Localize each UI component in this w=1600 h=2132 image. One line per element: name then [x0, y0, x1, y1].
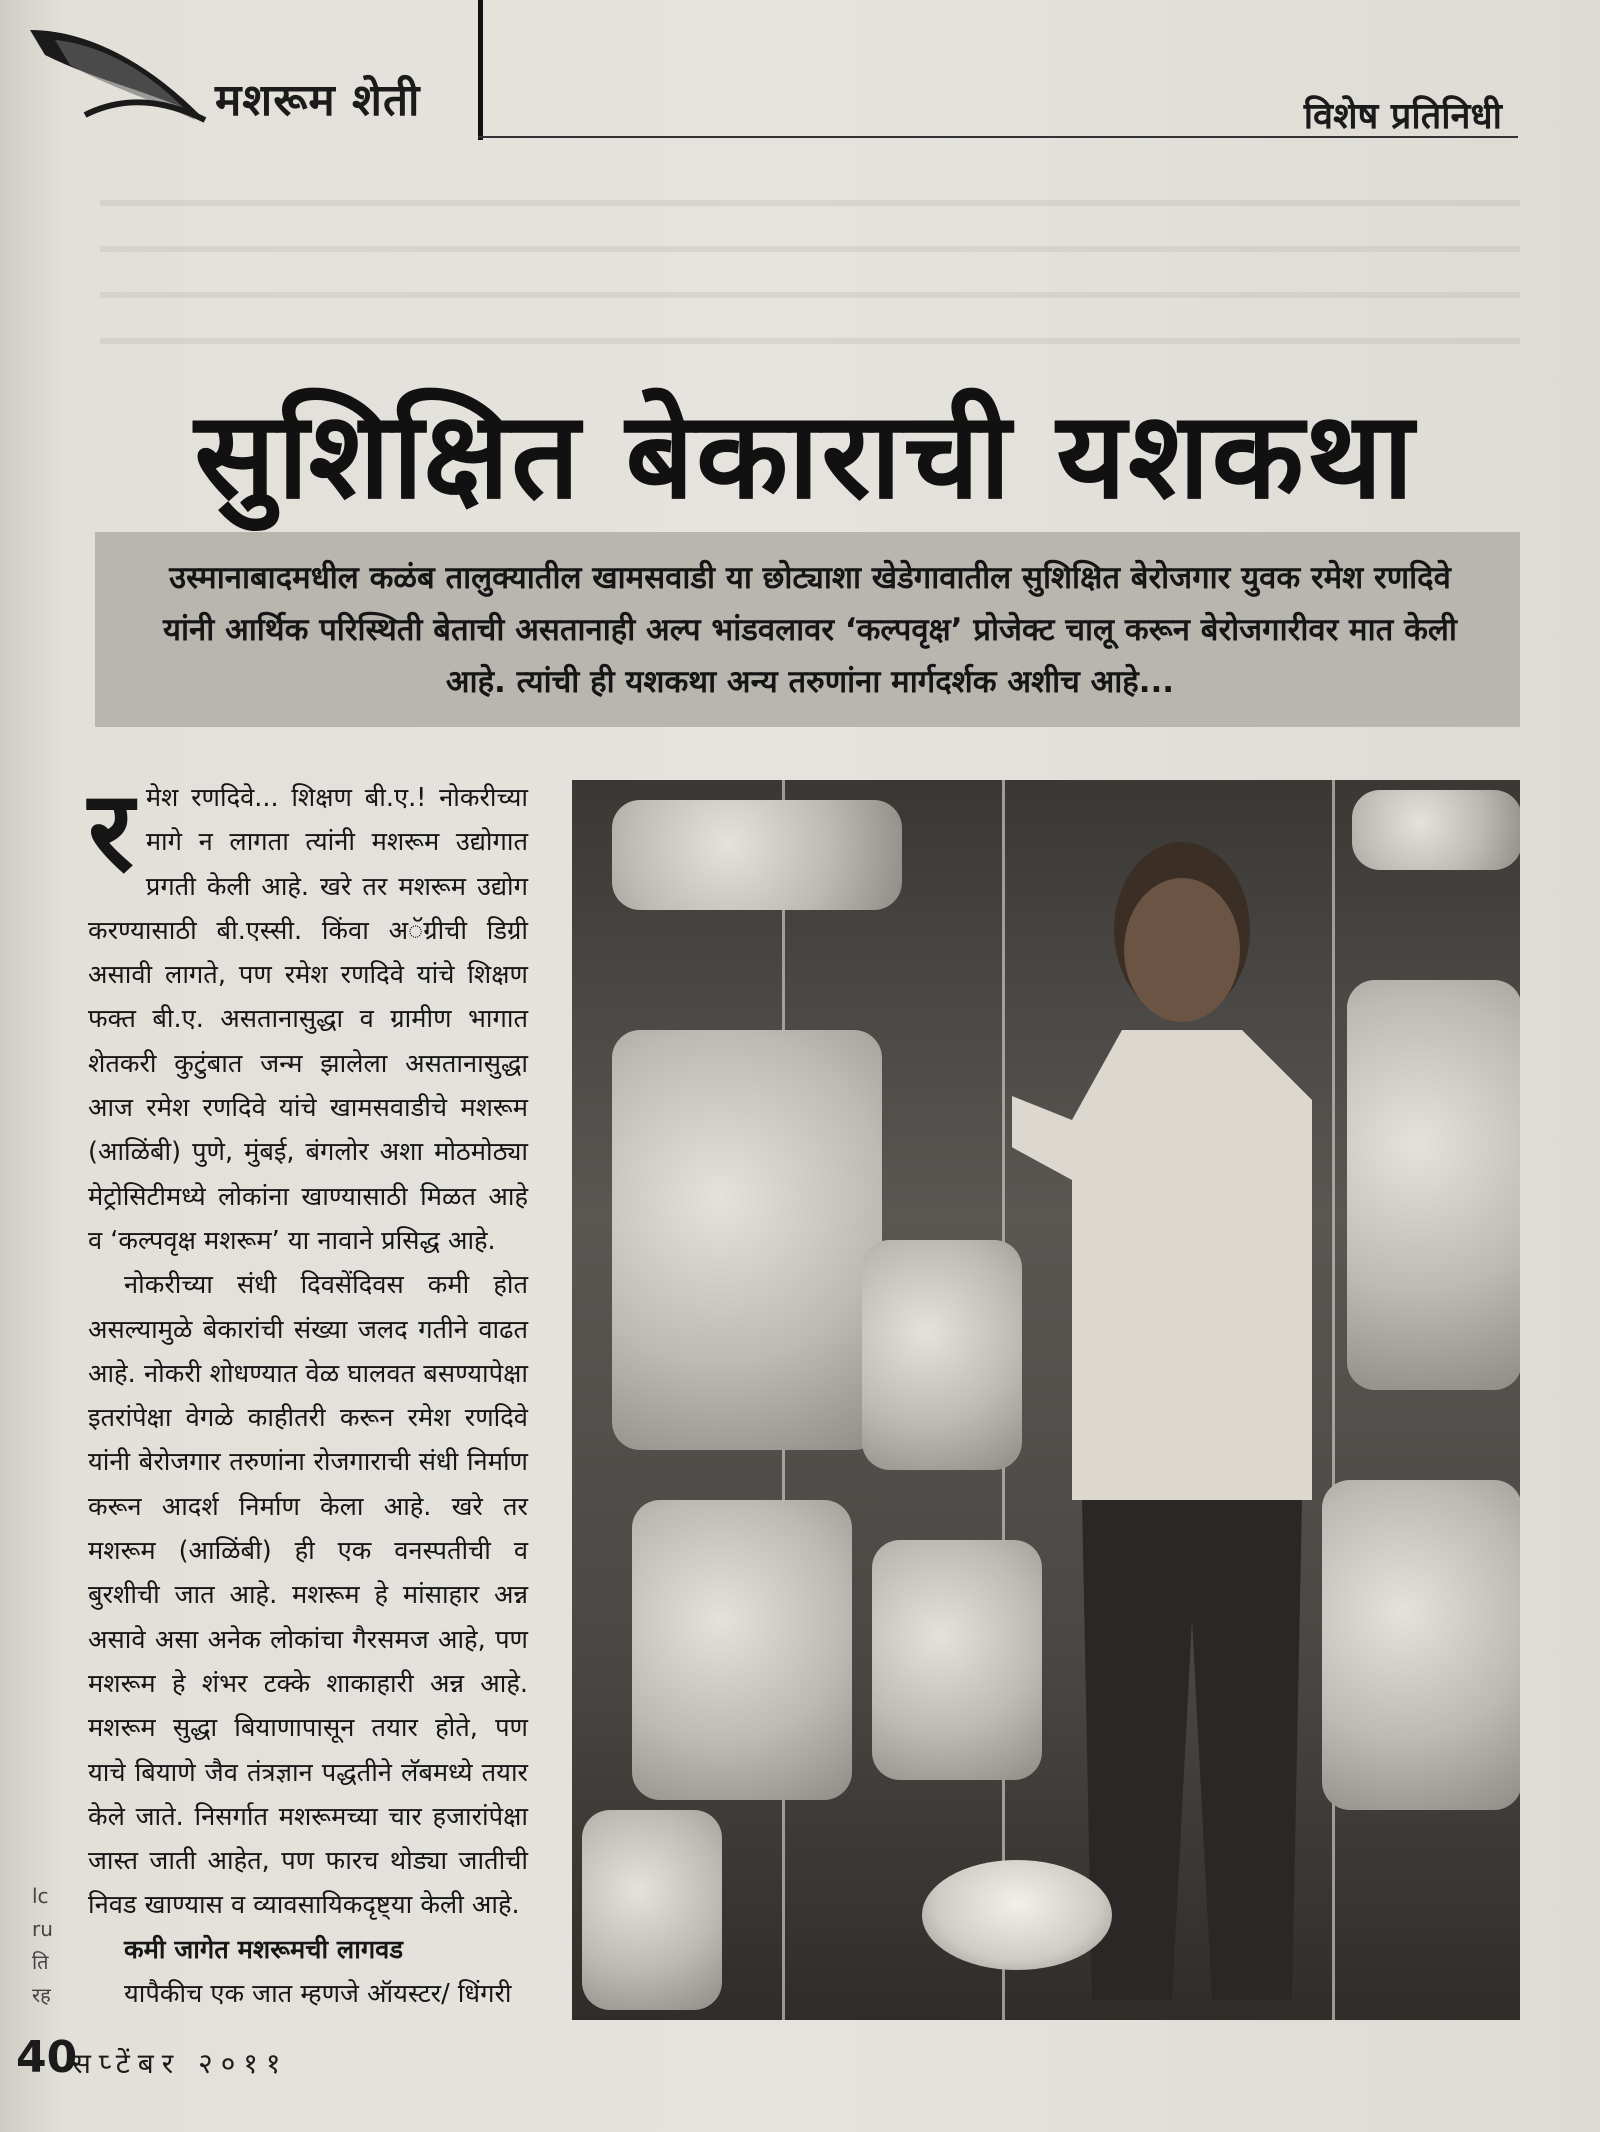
subheading: कमी जागेत मशरूमची लागवड [124, 1934, 404, 1965]
margin-mark: ति [32, 1950, 49, 1974]
article-headline: सुशिक्षित बेकाराची यशकथा [194, 387, 1416, 526]
section-label: मशरूम शेती [215, 75, 421, 126]
margin-mark: रह [32, 1983, 51, 2007]
byline: विशेष प्रतिनिधी [1303, 96, 1502, 137]
paragraph-3: यापैकीच एक जात म्हणजे ऑयस्टर/ धिंगरी [124, 1979, 512, 2010]
header-divider-vertical [478, 0, 483, 140]
margin-mark: ru [32, 1917, 53, 1941]
mushroom-bag [582, 1810, 722, 2010]
body-column [88, 767, 528, 2016]
paragraph-1 [88, 767, 528, 1263]
mushroom-bag [612, 800, 902, 910]
article-lead: उस्मानाबादमधील कळंब तालुक्यातील खामसवाडी या छोट्याशा खेडेगावातील सुशिक्षित बेरोजगार युवक रमेश रणदिवे यांनी आर्थिक परिस्थिती बेताची असतानाही अल्प भांडवलावर ‘कल्पवृक्ष’ प्रोजेक्ट चालू करून बेरोजगारीवर मात केली आहे. त्यांची ही यशकथा अन्य तरुणांना मार्गदर्शक अशीच आहे... [163, 560, 1457, 700]
mushroom-bag [1352, 790, 1520, 870]
margin-mark: lc [32, 1884, 49, 1908]
issue-date: सप्टेंबर २०११ [72, 2047, 289, 2080]
mushroom-bag [862, 1240, 1022, 1470]
bleed-through-texture [100, 160, 1520, 380]
paragraph-1-text: मेश रणदिवे... शिक्षण बी.ए.! नोकरीच्या मागे न लागता त्यांनी मशरूम उद्योगात प्रगती केली आहे. खरे तर मशरूम उद्योग करण्यासाठी बी.एस्सी. किंवा अॅग्रीची डिग्री असावी लागते, पण रमेश रणदिवे यांचे शिक्षण फक्त बी.ए. असतानासुद्धा व ग्रामीण भागात शेतकरी कुटुंबात जन्म झालेला असतानासुद्धा आज रमेश रणदिवे यांचे खामसवाडीचे मशरूम (आळिंबी) पुणे, मुंबई, बंगलोर अशा मोठमोठ्या मेट्रोसिटीमध्ये लोकांना खाण्यासाठी मिळत आहे व ‘कल्पवृक्ष मशरूम’ या नावाने प्रसिद्ध आहे. [88, 783, 528, 1256]
mushroom-bag [632, 1500, 852, 1800]
page-number: 40 [16, 2032, 78, 2083]
harvest-bowl [922, 1860, 1112, 1970]
mushroom-bag [1322, 1480, 1520, 1810]
farmer-figure [1012, 820, 1342, 2020]
drop-cap: र [88, 767, 134, 897]
leaf-logo-icon [25, 20, 210, 130]
paragraph-2: नोकरीच्या संधी दिवसेंदिवस कमी होत असल्यामुळे बेकारांची संख्या जलद गतीने वाढत आहे. नोकरी शोधण्यात वेळ घालवत बसण्यापेक्षा इतरांपेक्षा वेगळे काहीतरी करून रमेश रणदिवे यांनी बेरोजगार तरुणांना रोजगाराची संधी निर्माण करून आदर्श निर्माण केला आहे. खरे तर मशरूम (आळिंबी) ही एक वनस्पतीची व बुरशीची जात आहे. मशरूम हे मांसाहार अन्न असावे असा अनेक लोकांचा गैरसमज आहे, पण मशरूम हे शंभर टक्के शाकाहारी अन्न आहे. मशरूम सुद्धा बियाणापासून तयार होते, पण याचे बियाणे जैव तंत्रज्ञान पद्धतीने लॅबमध्ये तयार केले जाते. निसर्गात मशरूमच्या चार हजारांपेक्षा जास्त जाती आहेत, पण फारच थोड्या जातीची निवड खाण्यास व व्यावसायिकदृष्ट्या केली आहे. [88, 1270, 528, 1921]
mushroom-bag [1347, 980, 1520, 1390]
article-photo [572, 780, 1520, 2020]
mushroom-bag [612, 1030, 882, 1450]
margin-marks [32, 1880, 53, 2012]
